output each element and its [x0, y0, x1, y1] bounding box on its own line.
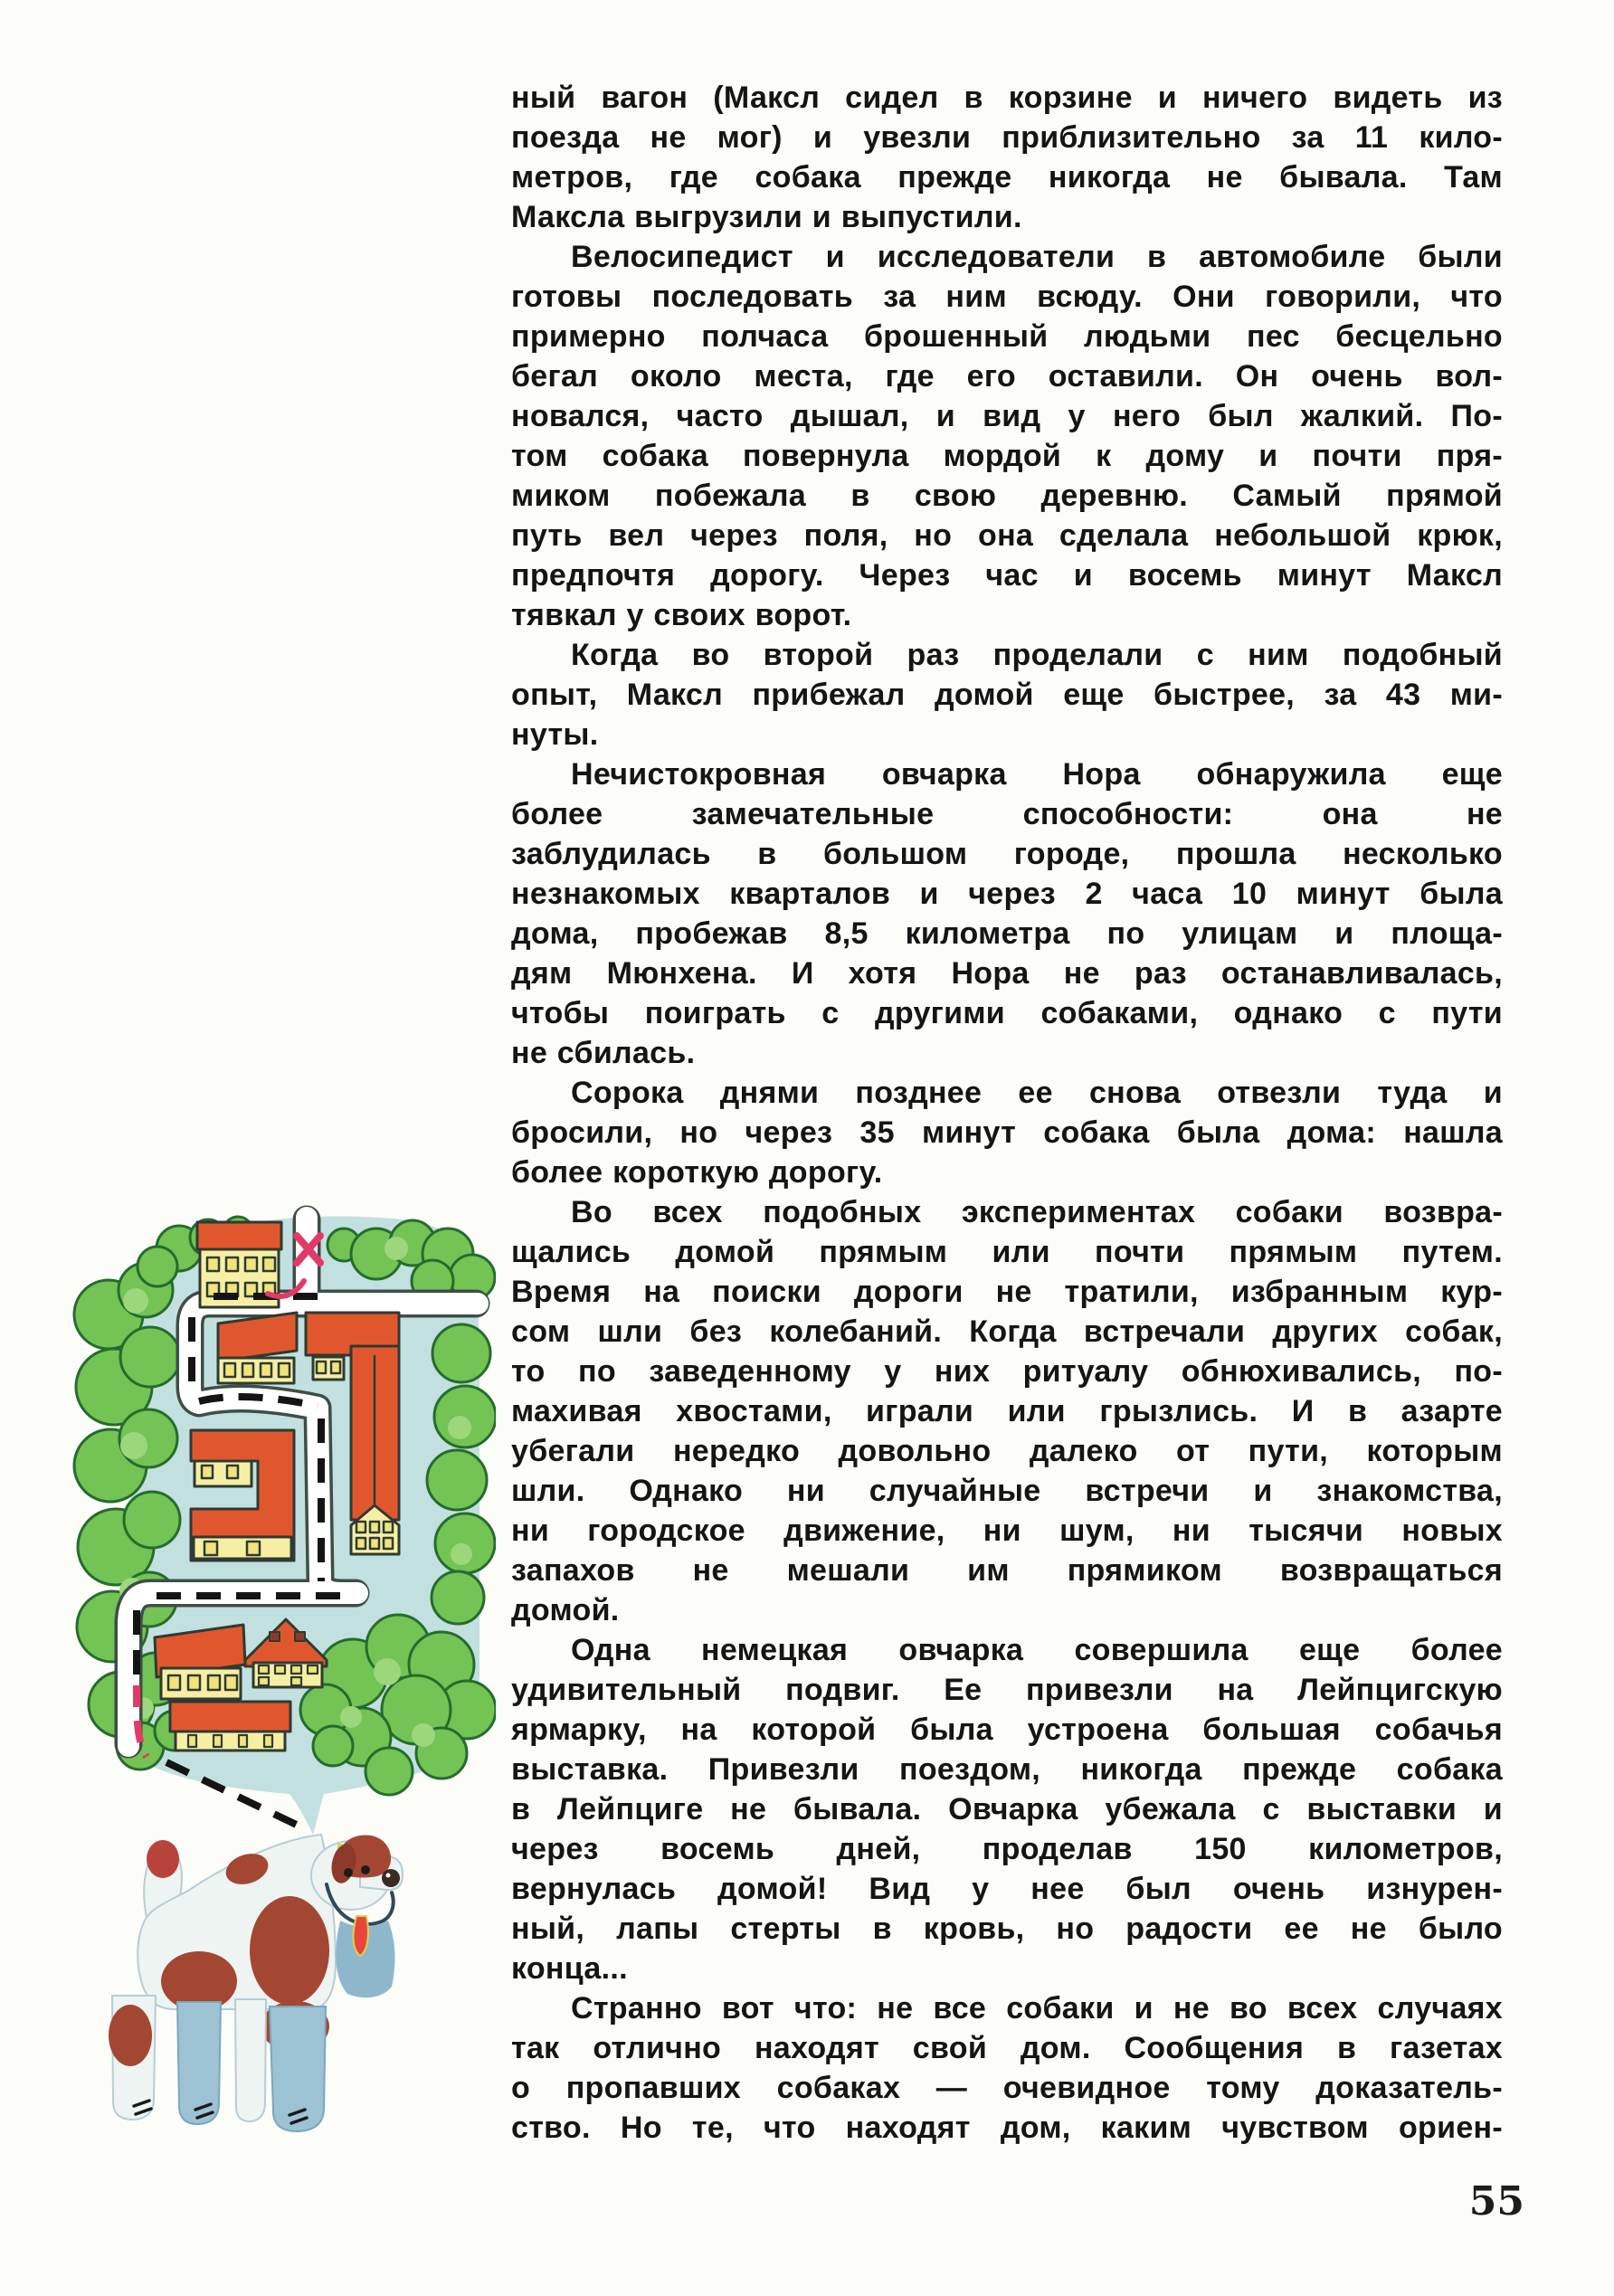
dog-map-illustration	[52, 1201, 496, 2169]
text-line: опыт, Максл прибежал домой еще быстрее, за 43 ми-	[511, 678, 1503, 712]
page-number: 55	[1468, 2178, 1524, 2225]
paragraph	[511, 754, 1503, 1073]
text-line: нуты.	[511, 717, 599, 752]
text-line: махивая хвостами, играли или грызлись. И в азарте	[511, 1394, 1503, 1428]
text-line: ство. Но те, что находят дом, каким чувством ориен-	[511, 2111, 1503, 2145]
house-long-low	[170, 1702, 290, 1750]
text-line: выставка. Привезли поездом, никогда прежде собака	[511, 1752, 1503, 1787]
text-line: шли. Однако ни случайные встречи и знакомства,	[511, 1474, 1503, 1508]
text-line: Одна немецкая овчарка совершила еще более	[571, 1633, 1503, 1667]
dog-legs	[109, 1996, 326, 2131]
text-line: не сбилась.	[511, 1036, 696, 1070]
text-line: тявкал у своих ворот.	[511, 598, 852, 632]
house-bottom-left	[155, 1625, 245, 1699]
text-line: через восемь дней, проделав 150 километров,	[511, 1832, 1503, 1866]
text-line: миком побежала в свою деревню. Самый прямой	[511, 479, 1503, 513]
text-line: предпочтя дорогу. Через час и восемь минут Максл	[511, 558, 1503, 593]
dog-eye-right	[361, 1865, 370, 1874]
text-line: ярмарку, на которой была устроена большая собачья	[511, 1713, 1503, 1747]
text-line: Во всех подобных экспериментах собаки возвра-	[571, 1195, 1503, 1229]
dog-nose	[382, 1869, 400, 1887]
text-line: Когда во второй раз проделали с ним подобный	[571, 638, 1503, 672]
text-line: Максла выгрузили и выпустили.	[511, 200, 1022, 234]
text-line: сом шли без колебаний. Когда встречали других собак,	[511, 1314, 1503, 1349]
text-line: домой.	[511, 1593, 620, 1627]
text-line: том собака повернула мордой к дому и почти пря-	[511, 439, 1503, 473]
text-line: Сорока днями позднее ее снова отвезли туда и	[571, 1076, 1503, 1110]
text-line: о пропавших собаках — очевидное тому доказатель-	[511, 2071, 1503, 2105]
text-line: Нечистокровная овчарка Нора обнаружила еще	[571, 757, 1503, 792]
text-line: Странно вот что: не все собаки и не во всех случаях	[571, 1991, 1503, 2026]
text-line: запахов не мешали им прямиком возвращаться	[511, 1553, 1503, 1588]
text-column	[511, 78, 1503, 2148]
text-line: дям Мюнхена. И хотя Нора не раз останавливалась,	[511, 956, 1503, 991]
text-line: бросили, но через 35 минут собака была дома: нашла	[511, 1115, 1503, 1150]
text-line: новался, часто дышал, и вид у него был жалкий. По-	[511, 399, 1503, 433]
text-line: ный вагон (Максл сидел в корзине и ничего видеть из	[511, 81, 1503, 115]
text-line: более короткую дорогу.	[511, 1155, 883, 1190]
text-line: заблудилась в большом городе, прошла несколько	[511, 837, 1503, 871]
paragraph	[511, 1988, 1503, 2148]
text-line: щались домой прямым или почти прямым путем.	[511, 1235, 1503, 1269]
text-line: дома, пробежав 8,5 километра по улицам и площа-	[511, 916, 1503, 951]
text-line: удивительный подвиг. Ее привезли на Лейпцигскую	[511, 1673, 1503, 1707]
text-line: ный, лапы стерты в кровь, но радости ее не было	[511, 1912, 1503, 1946]
text-line: путь вел через поля, но она сделала небольшой крюк,	[511, 518, 1503, 553]
text-line: убегали нередко довольно далеко от пути, которым	[511, 1434, 1503, 1468]
paragraph	[511, 1073, 1503, 1192]
paragraph	[511, 1192, 1503, 1630]
paragraph	[511, 78, 1503, 237]
text-line: то по заведенному у них ритуалу обнюхивались, по-	[511, 1354, 1503, 1389]
dog-eye-left	[344, 1868, 353, 1877]
text-line: более замечательные способности: она не	[511, 797, 1503, 831]
text-line: поезда не мог) и увезли приблизительно за 11 кило-	[511, 120, 1503, 155]
text-line: примерно полчаса брошенный людьми пес бесцельно	[511, 319, 1503, 354]
text-line: Время на поиски дороги не тратили, избранным кур-	[511, 1275, 1503, 1309]
text-line: метров, где собака прежде никогда не бывала. Там	[511, 160, 1503, 194]
paragraph	[511, 1630, 1503, 1988]
text-line: незнакомых кварталов и через 2 часа 10 минут была	[511, 877, 1503, 911]
paragraph	[511, 635, 1503, 754]
text-line: бегал около места, где его оставили. Он очень вол-	[511, 359, 1503, 394]
text-line: в Лейпциге не бывала. Овчарка убежала с выставки и	[511, 1792, 1503, 1826]
text-line: так отлично находят свой дом. Сообщения в газетах	[511, 2031, 1503, 2065]
text-line: готовы последовать за ним всюду. Они говорили, что	[511, 280, 1503, 314]
text-line: Велосипедист и исследователи в автомобиле были	[571, 240, 1503, 274]
text-line: конца...	[511, 1951, 628, 1986]
text-line: ни городское движение, ни шум, ни тысячи новых	[511, 1513, 1503, 1548]
house-middle-left	[218, 1313, 297, 1383]
paragraph	[511, 237, 1503, 635]
dog-tail-tip	[147, 1840, 179, 1878]
text-line: чтобы поиграть с другими собаками, однако с пути	[511, 996, 1503, 1030]
dog	[109, 1835, 403, 2131]
text-line: вернулась домой! Вид у нее был очень изнурен-	[511, 1872, 1503, 1906]
